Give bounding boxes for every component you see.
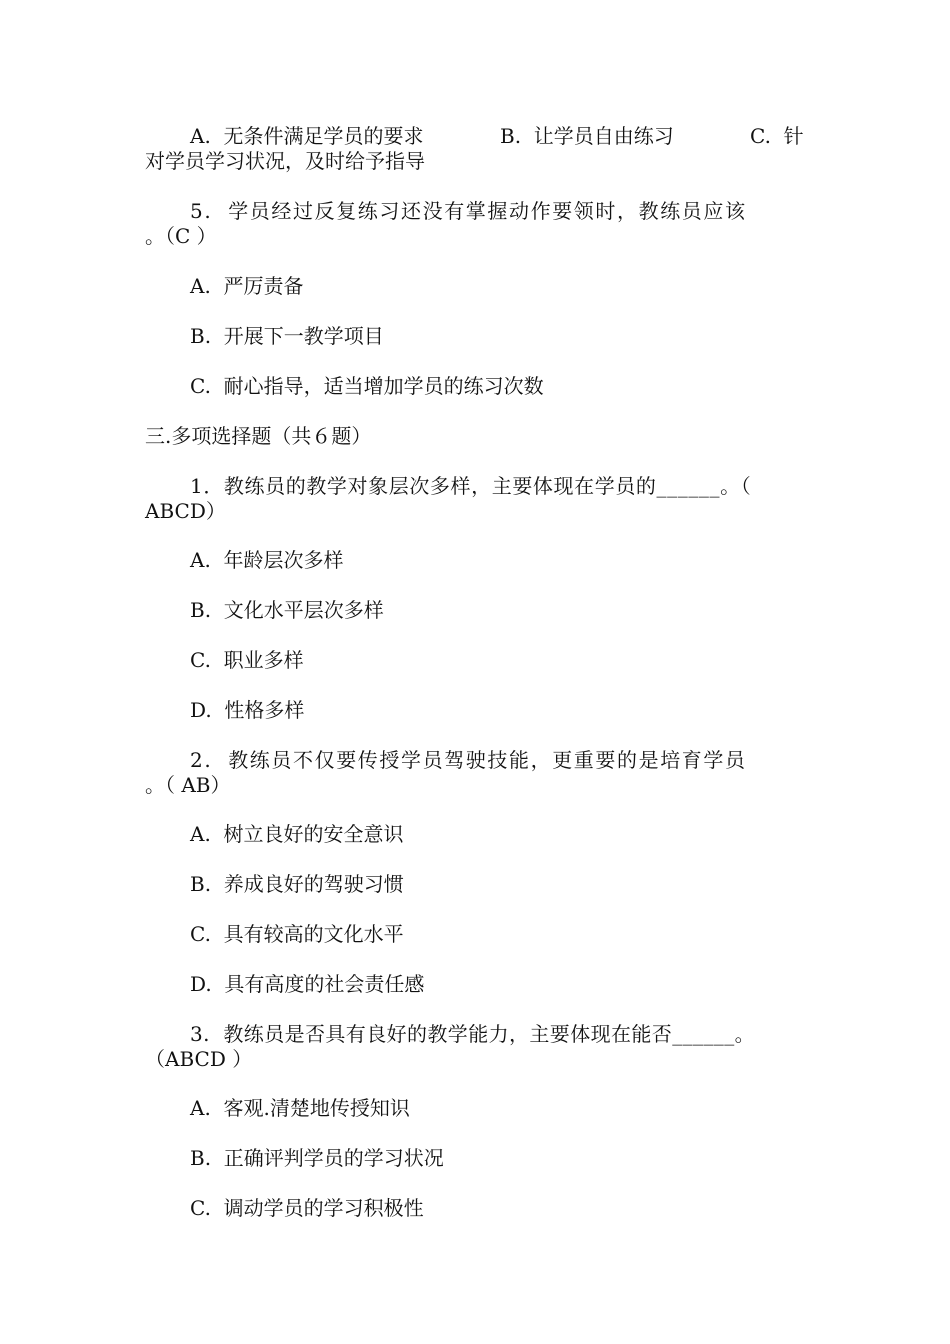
m2-option-d: D. 具有高度的社会责任感 — [190, 972, 425, 996]
m2-option-c: C. 具有较高的文化水平 — [190, 922, 404, 946]
q4-option-a: A. 无条件满足学员的要求 — [190, 124, 424, 148]
m1-option-d: D. 性格多样 — [190, 698, 305, 722]
m2-option-a: A. 树立良好的安全意识 — [190, 822, 404, 846]
question-5-answer: 。（C ） — [145, 224, 217, 248]
m3-option-c: C. 调动学员的学习积极性 — [190, 1196, 424, 1220]
m1-option-b: B. 文化水平层次多样 — [190, 598, 384, 622]
q5-option-a: A. 严厉责备 — [190, 274, 304, 298]
m3-option-b: B. 正确评判学员的学习状况 — [190, 1146, 444, 1170]
m3-option-a: A. 客观.清楚地传授知识 — [190, 1096, 410, 1120]
multi-question-3-answer: （ABCD ） — [145, 1047, 253, 1071]
m1-option-c: C. 职业多样 — [190, 648, 304, 672]
q4-option-c: C. 针 — [750, 124, 804, 148]
m1-option-a: A. 年龄层次多样 — [190, 548, 344, 572]
q4-option-c-continued: 对学员学习状况，及时给予指导 — [145, 149, 425, 173]
multi-question-1-answer: ABCD） — [145, 499, 226, 523]
section-heading: 三.多项选择题（共６题） — [145, 424, 372, 448]
multi-question-2-stem: 2. 教练员不仅要传授学员驾驶技能，更重要的是培育学员 — [190, 748, 747, 772]
q5-option-b: B. 开展下一教学项目 — [190, 324, 384, 348]
multi-question-2-answer: 。（ AB） — [145, 773, 231, 797]
multi-question-1-stem: 1．教练员的教学对象层次多样，主要体现在学员的______。（ — [190, 474, 752, 498]
question-5-stem: 5. 学员经过反复练习还没有掌握动作要领时，教练员应该 — [190, 199, 747, 223]
multi-question-3-stem: 3. 教练员是否具有良好的教学能力，主要体现在能否______。 — [190, 1022, 755, 1046]
q4-option-b: B. 让学员自由练习 — [500, 124, 674, 148]
m2-option-b: B. 养成良好的驾驶习惯 — [190, 872, 404, 896]
q5-option-c: C. 耐心指导，适当增加学员的练习次数 — [190, 374, 544, 398]
